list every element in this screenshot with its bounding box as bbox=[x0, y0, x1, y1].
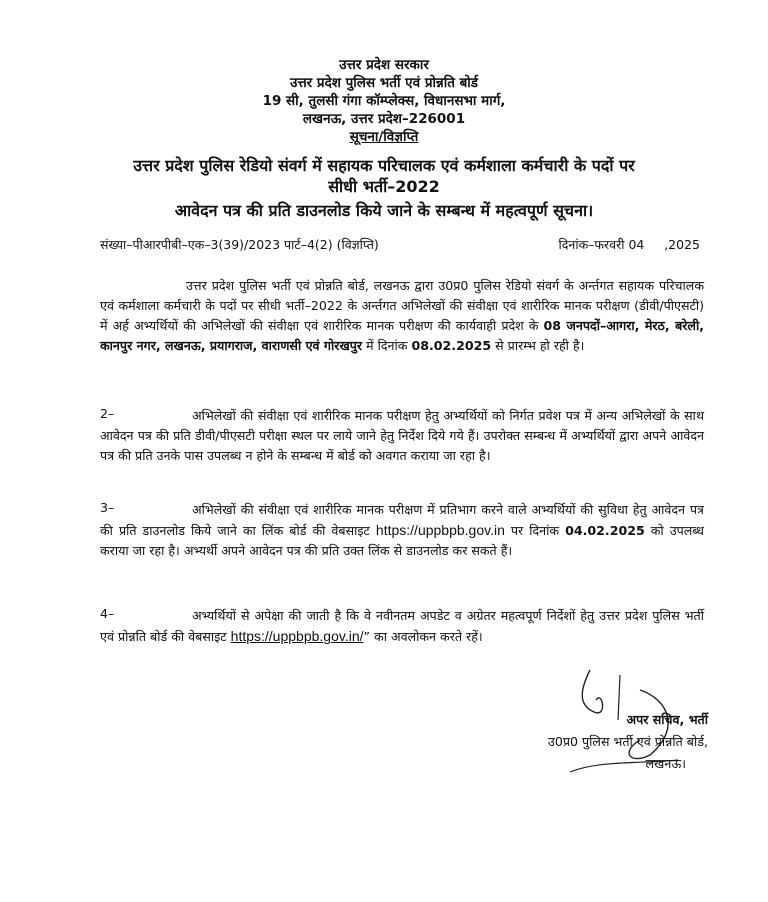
header-board-name: उत्तर प्रदेश पुलिस भर्ती एवं प्रोन्नति बोर्ड bbox=[289, 75, 479, 91]
paragraph-3-text-2: पर दिनांक bbox=[504, 523, 566, 538]
paragraph-1-text-2: में दिनांक bbox=[362, 338, 412, 353]
notice-title-line2: सीधी भर्ती–2022 bbox=[328, 177, 440, 196]
notice-date: दिनांक–फरवरी 04 ,2025 bbox=[558, 237, 700, 252]
paragraph-4 bbox=[100, 606, 704, 647]
paragraph-3 bbox=[100, 500, 704, 561]
paragraph-1-text-3: से प्रारम्भ हो रही है। bbox=[491, 338, 585, 353]
signatory-designation bbox=[626, 710, 708, 730]
header-government: उत्तर प्रदेश सरकार bbox=[339, 57, 429, 73]
notice-title-line1: उत्तर प्रदेश पुलिस रेडियो संवर्ग में सहायक परिचालक एवं कर्मशाला कर्मचारी के पदों पर bbox=[133, 156, 635, 175]
paragraph-4-number: 4– bbox=[100, 606, 115, 621]
reference-number: संख्या–पीआरपीबी–एक–3(39)/2023 पार्ट–4(2) (विज्ञप्ति) bbox=[100, 237, 379, 252]
paragraph-4-text: अभ्यर्थियों से अपेक्षा की जाती है कि वे नवीनतम अपडेट व अग्रेतर महत्वपूर्ण निर्देशों हेतु उत्तर प्रदेश पुलिस भर्ती एवं प्रोन्नति बोर्ड की वेबसाइट bbox=[100, 608, 704, 644]
paragraph-1-districts: 08 जनपदों–आगरा, मेरठ, बरेली, कानपुर नगर, लखनऊ, प्रयागराज, वाराणसी एवं गोरखपुर bbox=[100, 318, 705, 353]
header-city: लखनऊ, उत्तर प्रदेश–226001 bbox=[302, 111, 466, 127]
signatory-designation-text: अपर सचिव, भर्ती bbox=[626, 712, 708, 727]
paragraph-3-number: 3– bbox=[100, 500, 115, 515]
header-address: 19 सी, तुलसी गंगा कॉम्प्लेक्स, विधानसभा मार्ग, bbox=[262, 93, 506, 109]
paragraph-3-date: 04.02.2025 bbox=[565, 523, 645, 538]
paragraph-1-text: उत्तर प्रदेश पुलिस भर्ती एवं प्रोन्नति बोर्ड, लखनऊ द्वारा उ0प्र0 पुलिस रेडियो संवर्ग के अर्न्तगत सहायक परिचालक एवं कर्मशाला कर्मचारी के पदों पर सीधी भर्ती–2022 के अर्न्तगत अभिलेखों की संवीक्षा एवं शारीरिक मानक परीक्षण (डीवी/पीएसटी) में अर्ह अभ्यर्थियों की अभिलेखों की संवीक्षा एवं शारीरिक मानक परीक्षण की कार्यवाही प्रदेश के bbox=[100, 278, 704, 333]
notice-title-line3: आवेदन पत्र की प्रति डाउनलोड किये जाने के सम्बन्ध में महत्वपूर्ण सूचना। bbox=[174, 201, 594, 220]
paragraph-4-text-2: ” का अवलोकन करते रहें। bbox=[363, 629, 483, 644]
paragraph-1-date: 08.02.2025 bbox=[411, 338, 492, 353]
paragraph-3-text-3: को उपलब्ध कराया जा रहा है। अभ्यर्थी अपने आवेदन पत्र की प्रति उक्त लिंक से डाउनलोड कर सकते हैं। bbox=[100, 523, 704, 558]
website-link-2[interactable]: https://uppbpb.gov.in/ bbox=[230, 628, 364, 644]
paragraph-2: अभिलेखों की संवीक्षा एवं शारीरिक मानक परीक्षण हेतु अभ्यर्थियों को निर्गत प्रवेश पत्र में अन्य अभिलेखों के साथ आवेदन पत्र की प्रति डीवी/पीएसटी परीक्षा स्थल पर लाये जाने हेतु निर्देश दिये गये हैं। उपरोक्त सम्बन्ध में अभ्यर्थियों द्वारा अपने आवेदन पत्र की प्रति उनके पास उपलब्ध न होने के सम्बन्ध में बोर्ड को अवगत कराया जा रहा है। bbox=[100, 408, 704, 463]
paragraph-3-text: अभिलेखों की संवीक्षा एवं शारीरिक मानक परीक्षण में प्रतिभाग करने वाले अभ्यर्थियों की सुविधा हेतु आवेदन पत्र की प्रति डाउनलोड किये जाने का लिंक बोर्ड की वेबसाइट bbox=[100, 502, 704, 538]
paragraph-2-number: 2– bbox=[100, 406, 115, 421]
signatory-city: लखनऊ। bbox=[645, 756, 686, 771]
header-notice-label: सूचना/विज्ञप्ति bbox=[349, 129, 419, 145]
paragraph-1 bbox=[100, 276, 704, 356]
website-link[interactable]: https://uppbpb.gov.in bbox=[375, 522, 505, 538]
signatory-office: उ0प्र0 पुलिस भर्ती एवं प्रोन्नति बोर्ड, bbox=[547, 734, 708, 749]
